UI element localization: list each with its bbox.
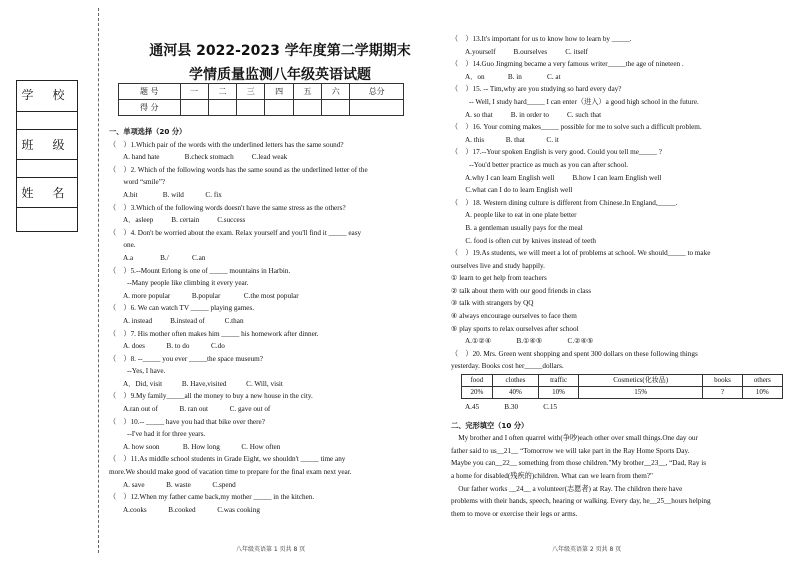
question-line: a home for disabled(残疾的)children. What can we learn from them?" bbox=[451, 472, 653, 480]
question-line: ⑤ play sports to relax ourselves after school bbox=[451, 324, 579, 333]
score-table-score-row bbox=[119, 100, 404, 116]
table-cell: 40% bbox=[492, 387, 538, 399]
question-line: father said to us__21__ “Tomorrow we will take part in the Ray Home Sports Day. bbox=[451, 446, 690, 455]
question-line: A.ran out of B. ran out C. gave out of bbox=[109, 405, 271, 414]
question-line: them to move or exercise their legs or arms. bbox=[451, 509, 578, 518]
table-cell: 五 bbox=[293, 84, 321, 100]
table-cell: 四 bbox=[265, 84, 293, 100]
question-line: yesterday. Books cost her_____dollars. bbox=[451, 362, 564, 371]
question-line: B. a gentleman usually pays for the meal bbox=[451, 223, 583, 232]
question-line: A. so that B. in order to C. such that bbox=[451, 110, 602, 119]
question-line: A. hand hate B.check stomach C.lead weak bbox=[109, 153, 288, 162]
question-line: A. this B. that C. it bbox=[451, 135, 559, 144]
question-line: ④ always encourage ourselves to face them bbox=[451, 312, 577, 321]
question-line: （ ）20. Mrs. Green went shopping and spent 300 dollars on these following things bbox=[451, 349, 698, 358]
question-line: --You'd better practice as much as you can after school. bbox=[451, 160, 629, 169]
table-cell bbox=[350, 100, 404, 116]
school-blank bbox=[17, 111, 77, 130]
spending-table-header bbox=[462, 375, 783, 387]
page-footer-right: 八年级英语第 2 页共 8 页 bbox=[552, 546, 622, 553]
question-line: （ ）9.My family_____all the money to buy a new house in the city. bbox=[109, 392, 313, 401]
question-line: （ ）2. Which of the following words has the same sound as the underlined letter of the bbox=[109, 165, 368, 174]
question-line: problems with their hands, speech, hearing or walking. Every day, he__25__hours helping bbox=[451, 497, 711, 506]
table-cell bbox=[322, 100, 350, 116]
question-line: ③ talk with strangers by QQ bbox=[451, 299, 534, 308]
question-line: ourselves live and study happily. bbox=[451, 261, 545, 270]
question-line: A. people like to eat in one plate better bbox=[451, 211, 577, 220]
question-line: --Yes, I have. bbox=[109, 367, 166, 376]
spending-table bbox=[461, 374, 783, 399]
question-line: A. does B. to do C.do bbox=[109, 342, 225, 351]
right-column bbox=[451, 33, 781, 520]
question-line: A. how soon B. How long C. How often bbox=[109, 442, 281, 451]
question-line: one. bbox=[109, 241, 136, 250]
table-cell: books bbox=[703, 375, 742, 387]
table-cell: 三 bbox=[237, 84, 265, 100]
score-table-header-row bbox=[119, 84, 404, 100]
q20-options: A.45 B.30 C.15 bbox=[451, 403, 558, 412]
question-line: A.bit B. wild C. fix bbox=[109, 190, 222, 199]
question-line: （ ）7. His mother often makes him _____ his homework after dinner. bbox=[109, 329, 319, 338]
question-line: （ ）14.Guo Jingming became a very famous writer_____the age of nineteen . bbox=[451, 60, 684, 69]
section-heading: 一、单项选择（20 分） bbox=[109, 127, 187, 136]
question-line: A．on B. in C. at bbox=[451, 72, 561, 81]
table-cell bbox=[265, 100, 293, 116]
question-line: A.a B./ C.an bbox=[109, 253, 206, 262]
question-line: ② talk about them with our good friends in class bbox=[451, 286, 591, 295]
question-line: more.We should make good of vacation time to prepare for the final exam next year. bbox=[109, 468, 352, 477]
school-label: 学 校 bbox=[21, 88, 73, 102]
question-line: （ ）18. Western dining culture is different from Chinese.In England,_____. bbox=[451, 198, 678, 207]
question-line: A.cooks B.cooked C.was cooking bbox=[109, 505, 260, 514]
question-line: （ ）4. Don't be worried about the exam. Relax yourself and you'll find it _____ easy bbox=[109, 228, 362, 237]
exam-title-line1: 通河县 2022-2023 学年度第二学期期末 bbox=[149, 43, 411, 59]
question-line: （ ）16. Your coming makes_____ possible for me to solve such a difficult problem. bbox=[451, 123, 702, 132]
table-cell: 题 号 bbox=[119, 84, 181, 100]
student-info-box bbox=[16, 80, 78, 232]
question-line: （ ）13.It's important for us to know how to learn by _____. bbox=[451, 35, 632, 43]
question-line: ① learn to get help from teachers bbox=[451, 274, 547, 283]
question-line: --I've had it for three years. bbox=[109, 430, 206, 439]
page-footer-left: 八年级英语第 1 页共 8 页 bbox=[236, 546, 306, 553]
cloze-section bbox=[451, 420, 781, 521]
exam-title-line2: 学情质量监测八年级英语试题 bbox=[189, 67, 371, 83]
spending-table-values bbox=[462, 387, 783, 399]
table-cell: others bbox=[742, 375, 782, 387]
question-line: word “smile”? bbox=[109, 178, 166, 187]
questions-13-20 bbox=[451, 33, 781, 373]
table-cell: 一 bbox=[180, 84, 208, 100]
table-cell: Cosmetics(化妆品) bbox=[579, 375, 703, 387]
question-line: （ ）12.When my father came back,my mother _____ in the kitchen. bbox=[109, 493, 315, 502]
name-label: 姓 名 bbox=[17, 177, 77, 208]
table-cell: ? bbox=[703, 387, 742, 399]
question-line: （ ）17.--Your spoken English is very good. Could you tell me_____ ? bbox=[451, 148, 662, 157]
table-cell: food bbox=[462, 375, 493, 387]
left-column bbox=[109, 126, 454, 516]
question-line: A.yourself B.ourselves C. itself bbox=[451, 47, 588, 56]
table-cell: 15% bbox=[579, 387, 703, 399]
question-line: A. save B. waste C.spend bbox=[109, 480, 236, 489]
score-table bbox=[118, 83, 404, 116]
table-cell bbox=[180, 100, 208, 116]
question-line: （ ）15. -- Tim,why are you studying so hard every day? bbox=[451, 85, 622, 94]
question-line: （ ）10.-- _____ have you had that bike over there? bbox=[109, 417, 265, 426]
table-cell bbox=[237, 100, 265, 116]
binding-line bbox=[98, 8, 99, 553]
section-heading: 二、完形填空（10 分） bbox=[451, 420, 529, 430]
table-cell: 总分 bbox=[350, 84, 404, 100]
question-line: （ ）19.As students, we will meet a lot of problems at school. We should_____ to make bbox=[451, 249, 711, 258]
question-line: --Many people like climbing it every year. bbox=[109, 279, 249, 288]
question-line: （ ）3.Which of the following words doesn't have the same stress as the others? bbox=[109, 203, 346, 212]
question-line: -- Well, I study hard_____ I can enter（进入）a good high school in the future. bbox=[451, 97, 699, 106]
table-cell bbox=[293, 100, 321, 116]
question-line: C. food is often cut by knives instead of teeth bbox=[451, 236, 596, 245]
question-line: （ ）5.--Mount Erlong is one of _____ mountains in Harbin. bbox=[109, 266, 291, 275]
question-line: （ ）6. We can watch TV _____ playing games. bbox=[109, 304, 255, 313]
table-cell: 20% bbox=[462, 387, 493, 399]
question-line: A．asleep B. certain C.success bbox=[109, 216, 246, 225]
class-blank bbox=[17, 159, 77, 178]
question-line: A.why I can learn English well B.how I can learn English well bbox=[451, 173, 662, 182]
question-line: A. instead B.instead of C.than bbox=[109, 316, 244, 325]
table-cell: clothes bbox=[492, 375, 538, 387]
name-blank bbox=[17, 207, 77, 232]
question-line: A.①②④ B.①④⑤ C.②④⑤ bbox=[451, 337, 594, 346]
table-cell: 得 分 bbox=[119, 100, 181, 116]
class-label: 班 级 bbox=[17, 129, 77, 160]
question-line: A. more popular B.popular C.the most popular bbox=[109, 291, 299, 300]
table-cell: 10% bbox=[539, 387, 579, 399]
question-line: My brother and I often quarrel with(争吵)each other over small things.One day our bbox=[451, 434, 698, 443]
question-line: （ ）1.Which pair of the words with the underlined letters has the same sound? bbox=[109, 140, 344, 149]
question-line: （ ）8. --_____ you ever _____the space museum? bbox=[109, 354, 263, 363]
table-cell: 六 bbox=[322, 84, 350, 100]
question-line: Our father works __24__ a volunteer(志愿者) at Ray. The children there have bbox=[451, 484, 683, 493]
table-cell bbox=[208, 100, 236, 116]
question-line: Maybe you can__22__ something from those children."My brother__23__, “Dad, Ray is bbox=[451, 459, 707, 468]
question-line: A．Did, visit B. Have,visited C. Will, visit bbox=[109, 379, 283, 388]
question-line: （ ）11.As middle school students in Grade Eight, we shouldn't _____ time any bbox=[109, 455, 346, 464]
table-cell: traffic bbox=[539, 375, 579, 387]
question-line: C.what can I do to learn English well bbox=[451, 186, 573, 195]
table-cell: 二 bbox=[208, 84, 236, 100]
table-cell: 10% bbox=[742, 387, 782, 399]
